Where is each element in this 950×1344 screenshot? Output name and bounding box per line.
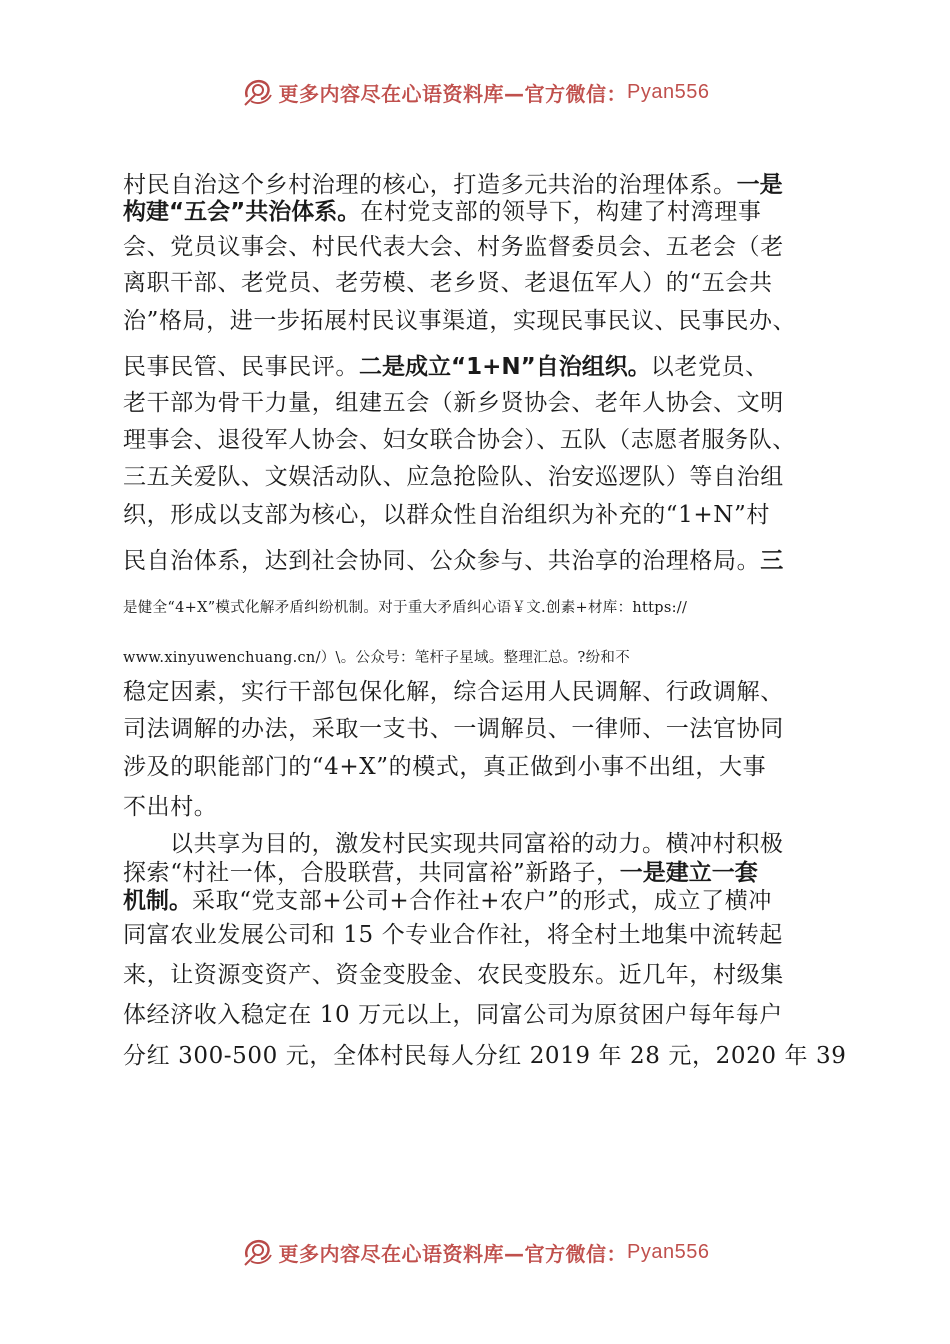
text-line xyxy=(123,388,784,418)
text-line xyxy=(123,268,773,298)
text-line xyxy=(123,1041,846,1071)
watermark-id: Pyan556 xyxy=(627,80,710,103)
watermark-text: 更多内容尽在心语资料库—官方微信： xyxy=(278,81,628,106)
text-run: 稳定因素，实行干部包保化解，综合运用人民调解、行政调解、 xyxy=(123,679,784,705)
text-line xyxy=(123,306,796,336)
watermark-logo-icon xyxy=(241,75,275,109)
text-line xyxy=(123,714,784,744)
text-run: 织，形成以支部为核心，以群众性自治组织为补充的“1+N”村 xyxy=(123,502,770,528)
text-run: 老干部为骨干力量，组建五会（新乡贤协会、老年人协会、文明 xyxy=(123,390,784,416)
bold-heading-run: 构建“五会”共治体系。 xyxy=(123,199,361,225)
text-line xyxy=(123,858,758,888)
text-run: www.xinyuwenchuang.cn/）\。公众号：笔杆子星域。整理汇总。?纷和不 xyxy=(123,650,631,666)
text-line xyxy=(123,792,217,822)
bold-heading-run: 一是建立一套 xyxy=(619,860,758,886)
watermark-text: 更多内容尽在心语资料库—官方微信： xyxy=(278,1241,628,1266)
text-run: 在村党支部的领导下，构建了村湾理事 xyxy=(360,199,762,225)
text-run: 村民自治这个乡村治理的核心，打造多元共治的治理体系。 xyxy=(123,172,737,198)
watermark-header xyxy=(0,72,950,112)
bold-heading-run: 三 xyxy=(760,548,784,574)
text-run: 以老党员、 xyxy=(650,354,769,380)
bold-heading-run: 机制。 xyxy=(123,888,192,914)
text-run: 是健全“4+X”模式化解矛盾纠纷机制。对于重大矛盾纠心语￥文.创素+材库：https:// xyxy=(123,600,688,616)
text-run: 治”格局，进一步拓展村民议事渠道，实现民事民议、民事民办、 xyxy=(123,308,797,334)
text-line xyxy=(170,829,784,859)
text-line xyxy=(123,232,784,262)
watermark-id: Pyan556 xyxy=(627,1240,710,1263)
text-run: 司法调解的办法，采取一支书、一调解员、一律师、一法官协同 xyxy=(123,716,784,742)
text-run: 来，让资源变资产、资金变股金、农民变股东。近几年，村级集 xyxy=(123,962,784,988)
bold-heading-run: 二是成立“1+N”自治组织。 xyxy=(359,354,651,380)
text-line xyxy=(123,500,770,530)
text-run: 民事民管、民事民评。 xyxy=(123,354,359,380)
text-run: 理事会、退役军人协会、妇女联合协会）、五队（志愿者服务队、 xyxy=(123,427,796,453)
text-run: 分红 300-500 元，全体村民每人分红 2019 年 28 元，2020 年 39 xyxy=(123,1043,847,1069)
text-line xyxy=(123,197,761,227)
text-line xyxy=(123,170,783,200)
text-run: 离职干部、老党员、老劳模、老乡贤、老退伍军人）的“五会共 xyxy=(123,270,773,296)
text-run: 体经济收入稳定在 10 万元以上，同富公司为原贫困户每年每户 xyxy=(123,1002,783,1028)
text-line xyxy=(123,462,784,492)
text-run: 同富农业发展公司和 15 个专业合作社，将全村土地集中流转起 xyxy=(123,922,783,948)
text-run: 以共享为目的，激发村民实现共同富裕的动力。横冲村积极 xyxy=(170,831,784,857)
text-line xyxy=(123,352,769,382)
text-line xyxy=(123,960,784,990)
text-run: 会、党员议事会、村民代表大会、村务监督委员会、五老会（老 xyxy=(123,234,784,260)
text-line xyxy=(123,598,687,618)
text-run: 三五关爱队、文娱活动队、应急抢险队、治安巡逻队）等自治组 xyxy=(123,464,784,490)
text-line xyxy=(123,677,784,707)
watermark-footer xyxy=(0,1232,950,1272)
bold-heading-run: 一是 xyxy=(736,172,783,198)
text-line xyxy=(123,886,772,916)
text-run: 不出村。 xyxy=(123,794,218,820)
text-line xyxy=(123,1000,783,1030)
watermark-logo-icon xyxy=(241,1235,275,1269)
text-line xyxy=(123,546,783,576)
text-run: 涉及的职能部门的“4+X”的模式，真正做到小事不出组，大事 xyxy=(123,754,767,780)
text-run: 采取“党支部+公司+合作社+农户”的形式，成立了横冲 xyxy=(192,888,772,914)
text-line xyxy=(123,920,783,950)
text-line xyxy=(123,648,630,668)
text-line xyxy=(123,752,766,782)
text-run: 民自治体系，达到社会协同、公众参与、共治享的治理格局。 xyxy=(123,548,761,574)
text-run: 探索“村社一体，合股联营，共同富裕”新路子， xyxy=(123,860,620,886)
text-line xyxy=(123,425,796,455)
